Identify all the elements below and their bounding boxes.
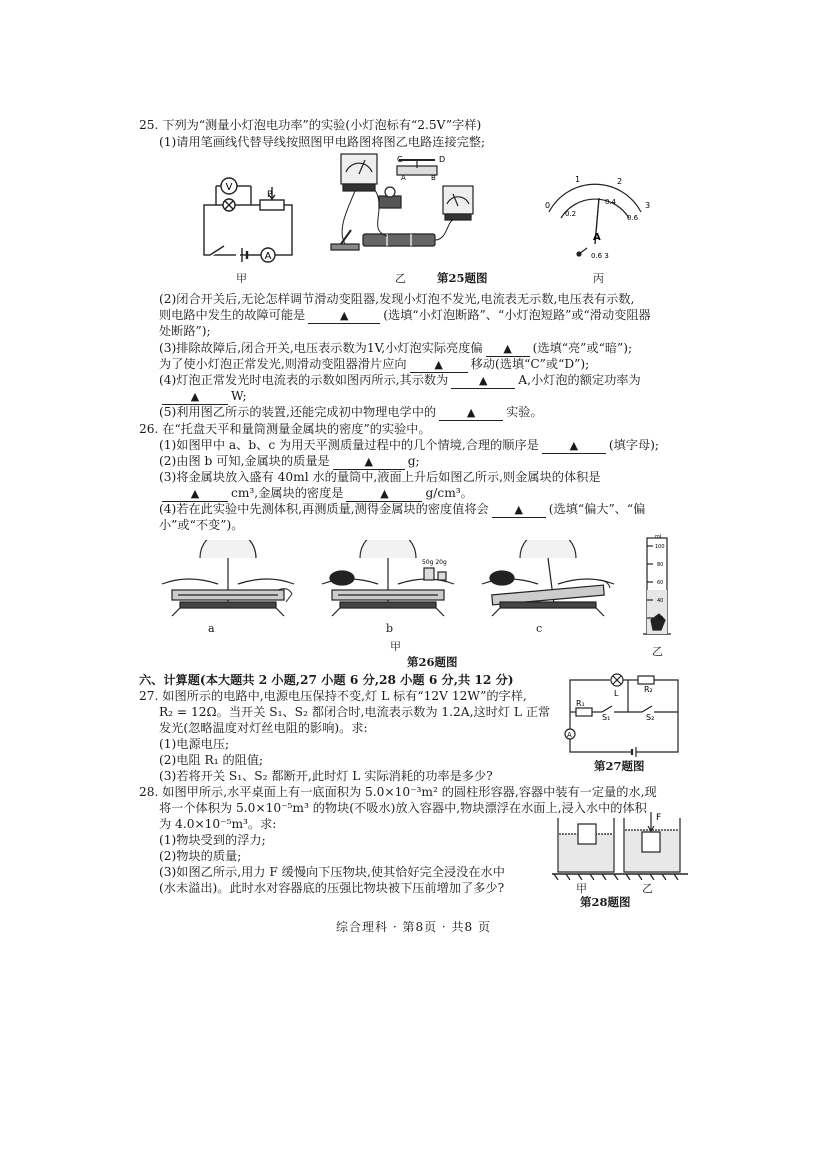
q25-title: 25. 下列为“测量小灯泡电功率”的实验(小灯泡标有“2.5V”字样) [139,118,482,132]
q25-part3-line2: 为了使小灯泡正常发光,则滑动变阻器滑片应向 ▲ 移动(选填“C”或“D”); [159,357,590,371]
q25-part2-line3: 处断路”); [159,324,211,338]
q26-part4-line2: 小”或“不变”)。 [159,518,244,532]
ammeter-tick-2: 2 [617,177,623,186]
q28-line3: 为 4.0×10⁻⁵m³。求: [159,817,277,831]
q25-blank2[interactable]: ▲ [486,341,530,357]
q26-balance-a [158,540,298,618]
section6-title: 六、计算题(本大题共 2 小题,27 小题 6 分,28 小题 6 分,共 12 分) [139,673,514,687]
fig25-label-yi: 乙 [395,272,406,285]
fig26-caption: 第26题图 [407,655,458,669]
q26-measuring-cylinder [643,532,673,642]
q28-line7: (水未溢出)。此时水对容器底的压强比物块被下压前增加了多少? [159,881,505,895]
q27-line6: (3)若将开关 S₁、S₂ 都断开,此时灯 L 实际消耗的功率是多少? [159,769,493,783]
q26-balance-c [478,540,618,618]
apparatus-b-label: B [431,174,436,182]
cylinder-tick-80: 80 [657,562,664,568]
q26-part4-line1: (4)若在此实验中先测体积,再测质量,测得金属块的密度值将会 ▲ (选填“偏大”、“偏 [159,502,646,516]
circuit-v-label: V [225,182,233,193]
q28-f-label: F [656,813,662,823]
ammeter-terminals: 0.6 3 [591,252,609,260]
q28-line1: 28. 如图甲所示,水平桌面上有一底面积为 5.0×10⁻³m² 的圆柱形容器,容器中装有一定量的水,现 [139,785,657,799]
q25-blank4[interactable]: ▲ [451,373,515,389]
ammeter-tick-1: 1 [575,175,581,184]
q26-title: 26. 在“托盘天平和量筒测量金属块的密度”的实验中。 [139,422,431,436]
q28-container-diagram [552,812,688,880]
q27-line2: R₂ = 12Ω。当开关 S₁、S₂ 都闭合时,电流表示数为 1.2A,这时灯 L 正常 [159,705,551,719]
q27-circuit-diagram [562,668,686,758]
fig28-label-jia: 甲 [576,882,587,895]
q25-blank1[interactable]: ▲ [308,308,380,324]
q26-blank3[interactable]: ▲ [162,486,228,502]
q28-line5: (2)物块的质量; [159,849,242,863]
apparatus-a-label: A [401,174,406,182]
fig25-label-bing: 丙 [593,272,604,285]
q27-line4: (1)电源电压; [159,737,230,751]
cylinder-unit: mL [655,534,663,540]
ammeter-tick-0-4: 0.4 [605,198,617,206]
q25-apparatus-illustration [327,150,477,262]
q25-circuit-diagram [196,165,300,265]
q26-part3-line1: (3)将金属块放入盛有 40ml 水的量筒中,液面上升后如图乙所示,则金属块的体积是 [159,470,601,484]
q25-part4-line2: ▲ W; [159,389,247,405]
fig28-label-yi: 乙 [642,882,653,895]
page-footer: 综合理科 · 第8页 · 共8 页 [336,920,491,934]
cylinder-tick-20: 20 [657,616,664,622]
fig26-label-a: a [208,622,215,635]
q27-line3: 发光(忽略温度对灯丝电阻的影响)。求: [159,721,368,735]
q25-part4-line1: (4)灯泡正常发光时电流表的示数如图丙所示,其示数为 ▲ A,小灯泡的额定功率为 [159,373,641,387]
balance-b-weights: 50g 20g [422,559,447,566]
apparatus-c-label: C [397,155,403,164]
q27-l-label: L [614,689,619,698]
fig26-label-jia: 甲 [390,640,401,653]
fig26-label-yi: 乙 [652,645,663,658]
apparatus-d-label: D [439,155,446,164]
fig26-label-c: c [536,622,543,635]
circuit-a-label: A [264,251,272,262]
ammeter-tick-0: 0 [545,201,551,210]
q28-line2: 将一个体积为 5.0×10⁻⁵m³ 的物块(不吸水)放入容器中,物块漂浮在水面上,浸入水中的体积 [159,801,647,815]
q27-s2-label: S₂ [646,713,655,722]
ammeter-tick-3: 3 [645,201,651,210]
fig28-caption: 第28题图 [580,895,631,909]
cylinder-tick-40: 40 [657,598,664,604]
fig25-caption: 第25题图 [437,271,488,285]
q26-part3-line2: ▲ cm³,金属块的密度是 ▲ g/cm³。 [159,486,473,502]
q25-part3-line1: (3)排除故障后,闭合开关,电压表示数为1V,小灯泡实际亮度偏 ▲ (选填“亮”或“暗”); [159,341,633,355]
fig26-label-b: b [386,622,394,635]
q25-ammeter-dial [535,168,655,266]
q25-part2-line2: 则电路中发生的故障可能是 ▲ (选填“小灯泡断路”、“小灯泡短路”或“滑动变阻器 [159,308,651,322]
q26-part2: (2)由图 b 可知,金属块的质量是 ▲ g; [159,454,420,468]
q25-blank3[interactable]: ▲ [410,357,468,373]
cylinder-tick-100: 100 [655,544,665,550]
q25-part1: (1)请用笔画线代替导线按照图甲电路图将图乙电路连接完整; [159,135,486,149]
fig25-label-jia: 甲 [236,272,247,285]
q27-a-label: A [567,731,572,739]
circuit-p-label: P [267,190,273,200]
ammeter-tick-0-6: 0.6 [627,214,639,222]
q28-line4: (1)物块受到的浮力; [159,833,266,847]
q27-r1-label: R₁ [576,699,585,708]
q25-blank6[interactable]: ▲ [439,405,503,421]
q26-blank1[interactable]: ▲ [542,438,606,454]
ammeter-unit: A [593,232,601,243]
q26-part1: (1)如图甲中 a、b、c 为用天平测质量过程中的几个情境,合理的顺序是 ▲ (填字母); [159,438,660,452]
ammeter-tick-0-2: 0.2 [565,210,577,218]
q27-s1-label: S₁ [602,713,611,722]
fig27-caption: 第27题图 [594,759,645,773]
q27-r2-label: R₂ [644,685,653,694]
q26-balance-b [318,540,458,618]
q26-blank5[interactable]: ▲ [492,502,546,518]
q25-part2-line1: (2)闭合开关后,无论怎样调节滑动变阻器,发现小灯泡不发光,电流表无示数,电压表有示数, [159,292,635,306]
q25-blank5[interactable]: ▲ [162,389,228,405]
cylinder-tick-60: 60 [657,580,664,586]
q27-line5: (2)电阻 R₁ 的阻值; [159,753,264,767]
q28-line6: (3)如图乙所示,用力 F 缓慢向下压物块,使其恰好完全浸没在水中 [159,865,505,879]
q26-blank4[interactable]: ▲ [346,486,422,502]
q26-blank2[interactable]: ▲ [333,454,405,470]
q25-part5: (5)利用图乙所示的装置,还能完成初中物理电学中的 ▲ 实验。 [159,405,543,419]
q27-line1: 27. 如图所示的电路中,电源电压保持不变,灯 L 标有“12V 12W”的字样, [139,689,527,703]
